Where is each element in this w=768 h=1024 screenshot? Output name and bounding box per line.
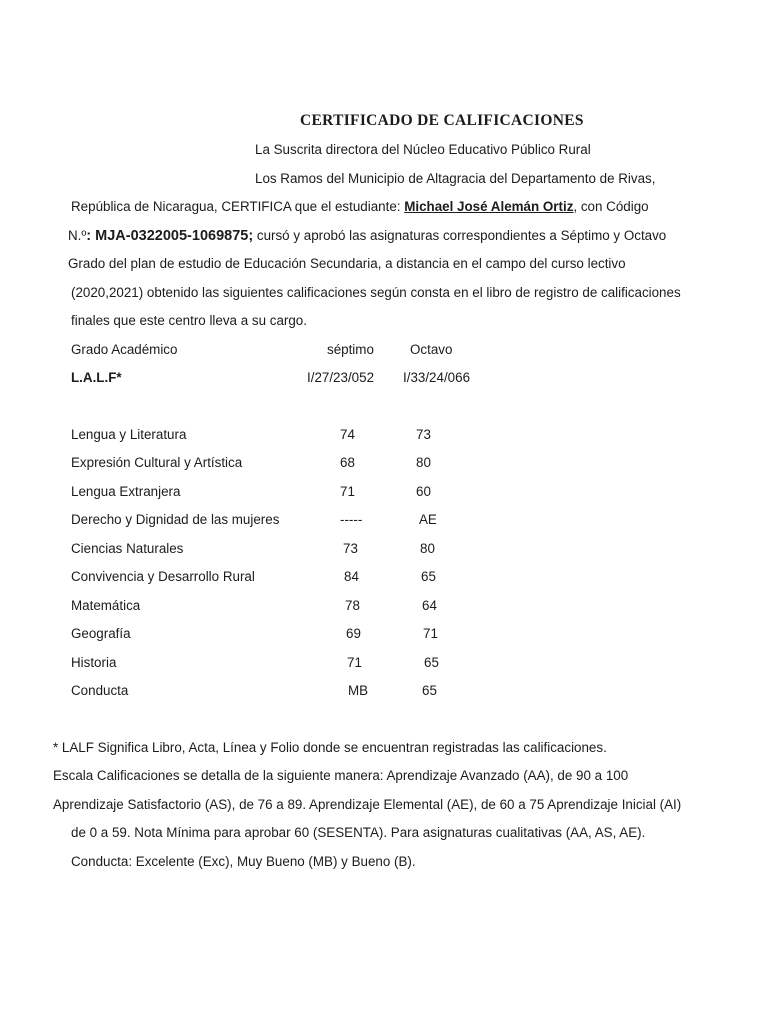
student-code: : MJA-0322005-1069875;	[86, 228, 254, 244]
grade-octavo: 65	[422, 683, 437, 698]
table-row: Derecho y Dignidad de las mujeres	[71, 512, 280, 527]
grade-septimo: 74	[340, 427, 355, 442]
table-row: Conducta	[71, 683, 129, 698]
grade-septimo: 71	[340, 484, 355, 499]
page-title: CERTIFICADO DE CALIFICACIONES	[300, 112, 584, 129]
intro-line-4	[68, 228, 666, 244]
grade-octavo: 80	[420, 541, 435, 556]
intro-line-3-post: , con Código	[573, 199, 649, 214]
table-row: Lengua y Literatura	[71, 427, 187, 442]
grade-octavo: 71	[423, 626, 438, 641]
grade-septimo: 71	[347, 655, 362, 670]
grade-septimo: 68	[340, 455, 355, 470]
grade-octavo: 73	[416, 427, 431, 442]
grade-octavo: 65	[424, 655, 439, 670]
table-header-septimo: séptimo	[327, 342, 374, 357]
table-row: Expresión Cultural y Artística	[71, 455, 243, 470]
grade-septimo: 78	[345, 598, 360, 613]
intro-line-1: La Suscrita directora del Núcleo Educativo Público Rural	[255, 142, 591, 157]
intro-line-3	[71, 199, 649, 215]
grade-octavo: 80	[416, 455, 431, 470]
scale-line-3: de 0 a 59. Nota Mínima para aprobar 60 (SESENTA). Para asignaturas cualitativas (AA, AS, AE).	[71, 825, 646, 840]
table-row: Ciencias Naturales	[71, 541, 184, 556]
intro-line-7: finales que este centro lleva a su cargo.	[71, 313, 307, 328]
grade-octavo: AE	[419, 512, 437, 527]
table-header-octavo: Octavo	[410, 342, 453, 357]
student-name: Michael José Alemán Ortiz	[404, 199, 574, 214]
grade-septimo: 84	[344, 569, 359, 584]
grade-septimo: -----	[340, 512, 363, 527]
table-row: Convivencia y Desarrollo Rural	[71, 569, 255, 584]
grade-octavo: 64	[422, 598, 437, 613]
scale-line-2: Aprendizaje Satisfactorio (AS), de 76 a 89. Aprendizaje Elemental (AE), de 60 a 75 Aprendizaje Inicial (AI)	[53, 797, 682, 812]
grade-octavo: 60	[416, 484, 431, 499]
conduct-note: Conducta: Excelente (Exc), Muy Bueno (MB) y Bueno (B).	[71, 854, 416, 869]
scale-line-1: Escala Calificaciones se detalla de la siguiente manera: Aprendizaje Avanzado (AA), de 90 a 100	[53, 768, 629, 783]
grade-septimo: 73	[343, 541, 358, 556]
grade-octavo: 65	[421, 569, 436, 584]
intro-line-2: Los Ramos del Municipio de Altagracia del Departamento de Rivas,	[255, 171, 656, 186]
intro-line-3-pre: República de Nicaragua, CERTIFICA que el estudiante:	[71, 199, 405, 214]
lalf-septimo: I/27/23/052	[307, 370, 375, 385]
lalf-octavo: I/33/24/066	[403, 370, 471, 385]
table-row: Geografía	[71, 626, 131, 641]
intro-line-4-pre: N.º	[68, 228, 87, 243]
intro-line-5: Grado del plan de estudio de Educación Secundaria, a distancia en el campo del curso lectivo	[68, 256, 626, 271]
intro-line-6: (2020,2021) obtenido las siguientes calificaciones según consta en el libro de registro de calificaciones	[71, 285, 681, 300]
grade-septimo: 69	[346, 626, 361, 641]
lalf-label: L.A.L.F*	[71, 370, 122, 385]
table-row: Lengua Extranjera	[71, 484, 181, 499]
grade-septimo: MB	[348, 683, 369, 698]
lalf-note: * LALF Significa Libro, Acta, Línea y Folio donde se encuentran registradas las calificaciones.	[53, 740, 607, 755]
intro-line-4-post: cursó y aprobó las asignaturas correspondientes a Séptimo y Octavo	[253, 228, 667, 243]
table-row: Historia	[71, 655, 117, 670]
table-row: Matemática	[71, 598, 141, 613]
table-header-label: Grado Académico	[71, 342, 178, 357]
